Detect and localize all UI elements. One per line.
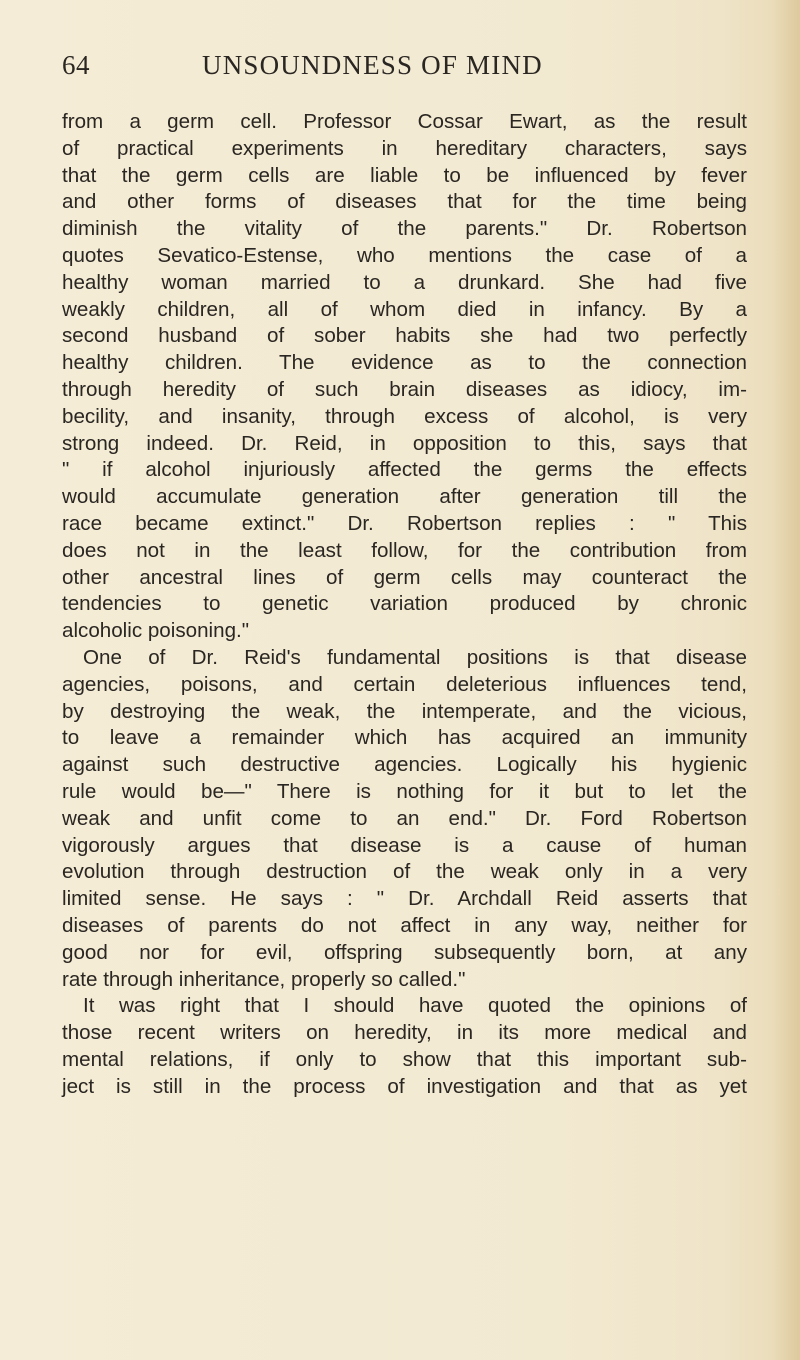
text-line: and other forms of diseases that for the time being (62, 190, 747, 214)
text-line: diminish the vitality of the parents." Dr. Robertson (62, 217, 747, 241)
text-line: against such destructive agencies. Logically his hygienic (62, 753, 747, 777)
text-line: evolution through destruction of the weak only in a very (62, 860, 747, 884)
text-line: quotes Sevatico-Estense, who mentions the case of a (62, 243, 747, 267)
text-line: would accumulate generation after generation till the (62, 485, 747, 509)
paragraph-end-line: alcoholic poisoning." (62, 619, 250, 643)
text-line: those recent writers on heredity, in its more medical and (62, 1021, 747, 1045)
text-line: other ancestral lines of germ cells may counteract the (62, 565, 747, 589)
text-line: healthy woman married to a drunkard. She had five (62, 270, 747, 294)
text-line: strong indeed. Dr. Reid, in opposition to this, says that (62, 431, 747, 455)
text-line: from a germ cell. Professor Cossar Ewart, as the result (62, 110, 747, 133)
body-text (62, 109, 747, 1100)
text-line: healthy children. The evidence as to the connection (62, 351, 747, 375)
text-line: diseases of parents do not affect in any way, neither for (62, 913, 747, 937)
text-line: tendencies to genetic variation produced by chronic (62, 592, 747, 616)
text-line: that the germ cells are liable to be influenced by fever (62, 163, 747, 187)
text-line: of practical experiments in hereditary characters, says (62, 136, 747, 160)
text-line: race became extinct." Dr. Robertson replies : " This (62, 511, 747, 535)
paragraph-start-line: It was right that I should have quoted the opinions of (83, 994, 747, 1018)
text-line: to leave a remainder which has acquired an immunity (62, 726, 747, 750)
text-line: by destroying the weak, the intemperate, and the vicious, (62, 699, 747, 723)
text-line: becility, and insanity, through excess of alcohol, is very (62, 404, 747, 428)
text-line: mental relations, if only to show that this important sub- (62, 1047, 747, 1071)
text-line: " if alcohol injuriously affected the germs the effects (62, 458, 747, 482)
running-head: UNSOUNDNESS OF MIND (202, 50, 543, 80)
paragraph-end-line: rate through inheritance, properly so called." (62, 967, 466, 991)
text-line: weak and unfit come to an end." Dr. Ford Robertson (62, 806, 747, 830)
text-line: weakly children, all of whom died in infancy. By a (62, 297, 747, 321)
text-line: vigorously argues that disease is a cause of human (62, 833, 747, 857)
page-header (62, 50, 747, 90)
text-line: through heredity of such brain diseases as idiocy, im- (62, 377, 747, 401)
paragraph-start-line: One of Dr. Reid's fundamental positions is that disease (83, 645, 747, 669)
text-line: rule would be—" There is nothing for it but to let the (62, 779, 747, 803)
page-number: 64 (62, 50, 90, 80)
page-edge-shadow (772, 0, 800, 1360)
text-line: good nor for evil, offspring subsequently born, at any (62, 940, 747, 964)
text-line: agencies, poisons, and certain deleterious influences tend, (62, 672, 747, 696)
text-line: second husband of sober habits she had two perfectly (62, 324, 747, 348)
text-line: limited sense. He says : " Dr. Archdall Reid asserts that (62, 887, 747, 911)
text-line: does not in the least follow, for the contribution from (62, 538, 747, 562)
text-line: ject is still in the process of investigation and that as yet (62, 1074, 747, 1098)
